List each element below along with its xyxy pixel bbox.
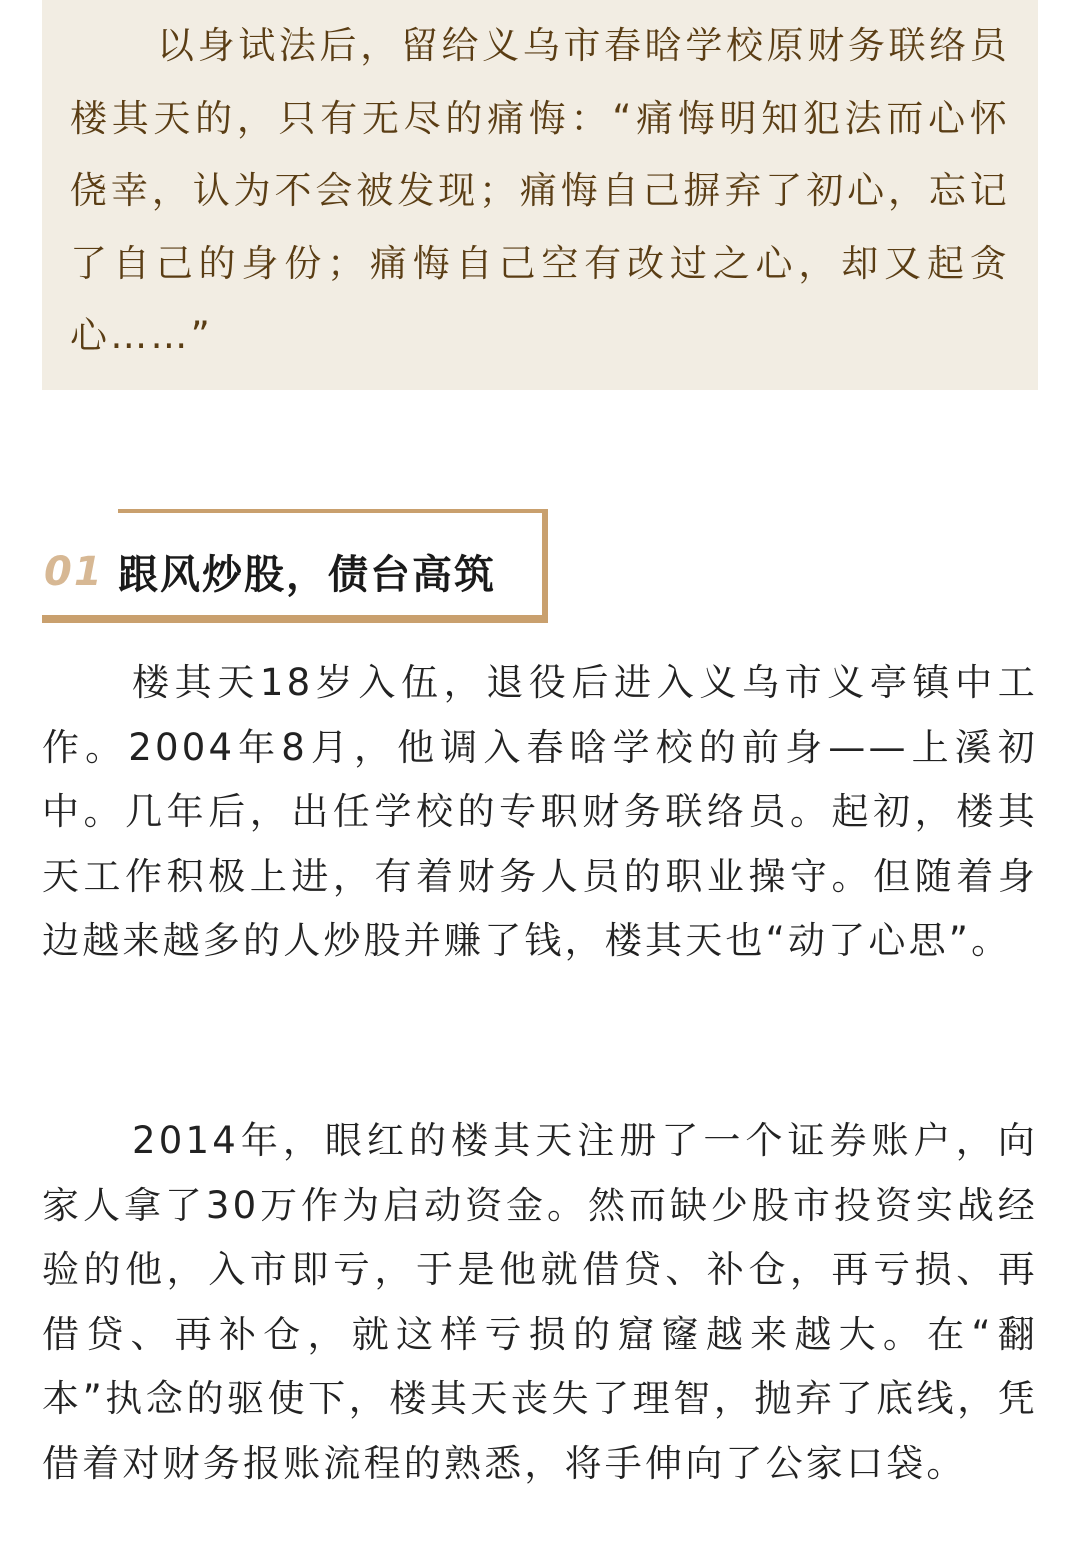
section-heading [42,509,548,623]
quote-text: 以身试法后，留给义乌市春晗学校原财务联络员楼其天的，只有无尽的痛悔：“痛悔明知犯法而心怀侥幸，认为不会被发现；痛悔自己摒弃了初心，忘记了自己的身份；痛悔自己空有改过之心，却又起贪心……” [70,24,1010,357]
quote-box [42,0,1038,390]
section-title: 跟风炒股，债台高筑 [118,552,496,598]
heading-underline [42,615,548,623]
section-number: 01 [44,549,104,595]
body-paragraph: 楼其天18岁入伍，退役后进入义乌市义亭镇中工作。2004年8月，他调入春晗学校的前身——上溪初中。几年后，出任学校的专职财务联络员。起初，楼其天工作积极上进，有着财务人员的职业操守。但随着身边越来越多的人炒股并赚了钱，楼其天也“动了心思”。 [42,661,1038,962]
body-paragraph: 2014年，眼红的楼其天注册了一个证券账户，向家人拿了30万作为启动资金。然而缺少股市投资实战经验的他，入市即亏，于是他就借贷、补仓，再亏损、再借贷、再补仓，就这样亏损的窟窿越来越大。在“翻本”执念的驱使下，楼其天丧失了理智，抛弃了底线，凭借着对财务报账流程的熟悉，将手伸向了公家口袋。 [42,1119,1038,1485]
